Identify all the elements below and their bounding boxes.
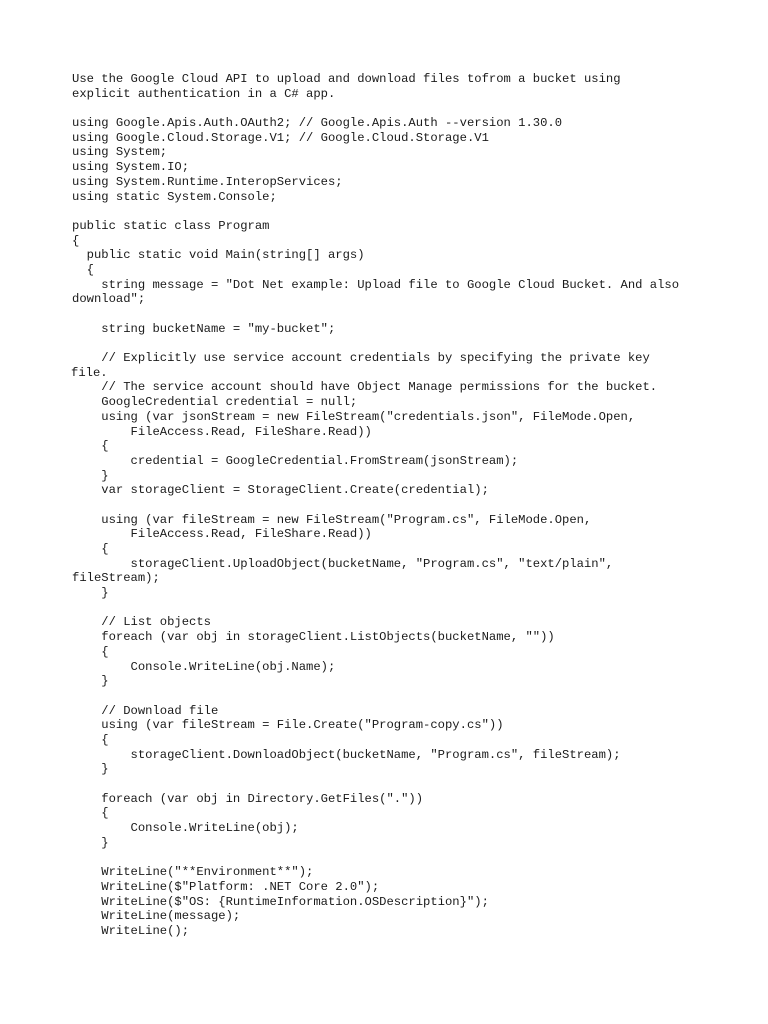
code-line: } <box>72 674 109 689</box>
code-line: public static class Program <box>72 218 270 233</box>
blank-line <box>72 777 712 792</box>
code-line: using static System.Console; <box>72 189 277 204</box>
code-line: { <box>72 233 80 248</box>
blank-line <box>72 101 712 116</box>
code-line: download"; <box>72 292 146 307</box>
code-line: } <box>72 468 109 483</box>
code-line: fileStream); <box>72 571 160 586</box>
code-line: using Google.Apis.Auth.OAuth2; // Google.Apis.Auth --version 1.30.0 <box>72 116 563 131</box>
code-line: Console.WriteLine(obj); <box>72 821 299 836</box>
code-line: using System; <box>72 145 168 160</box>
code-line: } <box>72 835 109 850</box>
code-line: using (var jsonStream = new FileStream("credentials.json", FileMode.Open, <box>72 409 636 424</box>
code-line: var storageClient = StorageClient.Create(credential); <box>72 483 489 498</box>
code-line: WriteLine($"OS: {RuntimeInformation.OSDescription}"); <box>72 894 489 909</box>
code-line: // Download file <box>72 703 219 718</box>
code-line: GoogleCredential credential = null; <box>72 395 358 410</box>
text-line: explicit authentication in a C# app. <box>72 86 336 101</box>
blank-line <box>72 498 712 513</box>
code-line: string bucketName = "my-bucket"; <box>72 321 336 336</box>
code-line: // Explicitly use service account credentials by specifying the private key <box>72 351 650 366</box>
code-line: WriteLine("**Environment**"); <box>72 865 314 880</box>
text-line: Use the Google Cloud API to upload and download files tofrom a bucket using <box>72 72 621 86</box>
code-line: // The service account should have Object Manage permissions for the bucket. <box>72 380 658 395</box>
code-line: WriteLine(message); <box>72 909 241 924</box>
code-line: using Google.Cloud.Storage.V1; // Google.Cloud.Storage.V1 <box>72 130 489 145</box>
code-line: public static void Main(string[] args) <box>72 248 365 263</box>
code-line: credential = GoogleCredential.FromStream(jsonStream); <box>72 453 519 468</box>
blank-line <box>72 850 712 865</box>
blank-line <box>72 336 712 351</box>
code-line: { <box>72 644 109 659</box>
code-line: FileAccess.Read, FileShare.Read)) <box>72 527 372 542</box>
code-line: FileAccess.Read, FileShare.Read)) <box>72 424 372 439</box>
code-document <box>72 72 712 939</box>
code-line: { <box>72 262 94 277</box>
code-line: // List objects <box>72 615 211 630</box>
code-line: { <box>72 732 109 747</box>
code-line: WriteLine($"Platform: .NET Core 2.0"); <box>72 879 380 894</box>
code-line: Console.WriteLine(obj.Name); <box>72 659 336 674</box>
code-line: using (var fileStream = new FileStream("Program.cs", FileMode.Open, <box>72 512 592 527</box>
blank-line <box>72 689 712 704</box>
code-line: using System.IO; <box>72 160 190 175</box>
code-line: file. <box>71 365 108 380</box>
code-line: using (var fileStream = File.Create("Program-copy.cs")) <box>72 718 504 733</box>
code-line: } <box>72 762 109 777</box>
blank-line <box>72 307 712 322</box>
code-line: { <box>72 439 109 454</box>
code-line: { <box>72 542 109 556</box>
code-line: storageClient.DownloadObject(bucketName, "Program.cs", fileStream); <box>72 747 621 762</box>
code-line: WriteLine(); <box>72 923 190 938</box>
code-line: { <box>72 806 109 821</box>
code-line: } <box>72 586 109 601</box>
code-line: foreach (var obj in storageClient.ListObjects(bucketName, "")) <box>72 630 555 645</box>
blank-line <box>72 601 712 616</box>
blank-line <box>72 204 712 219</box>
code-line: using System.Runtime.InteropServices; <box>72 174 343 189</box>
code-line: string message = "Dot Net example: Upload file to Google Cloud Bucket. And also <box>72 277 680 292</box>
code-line: storageClient.UploadObject(bucketName, "Program.cs", "text/plain", <box>72 556 614 571</box>
code-line: foreach (var obj in Directory.GetFiles(".")) <box>72 791 424 806</box>
